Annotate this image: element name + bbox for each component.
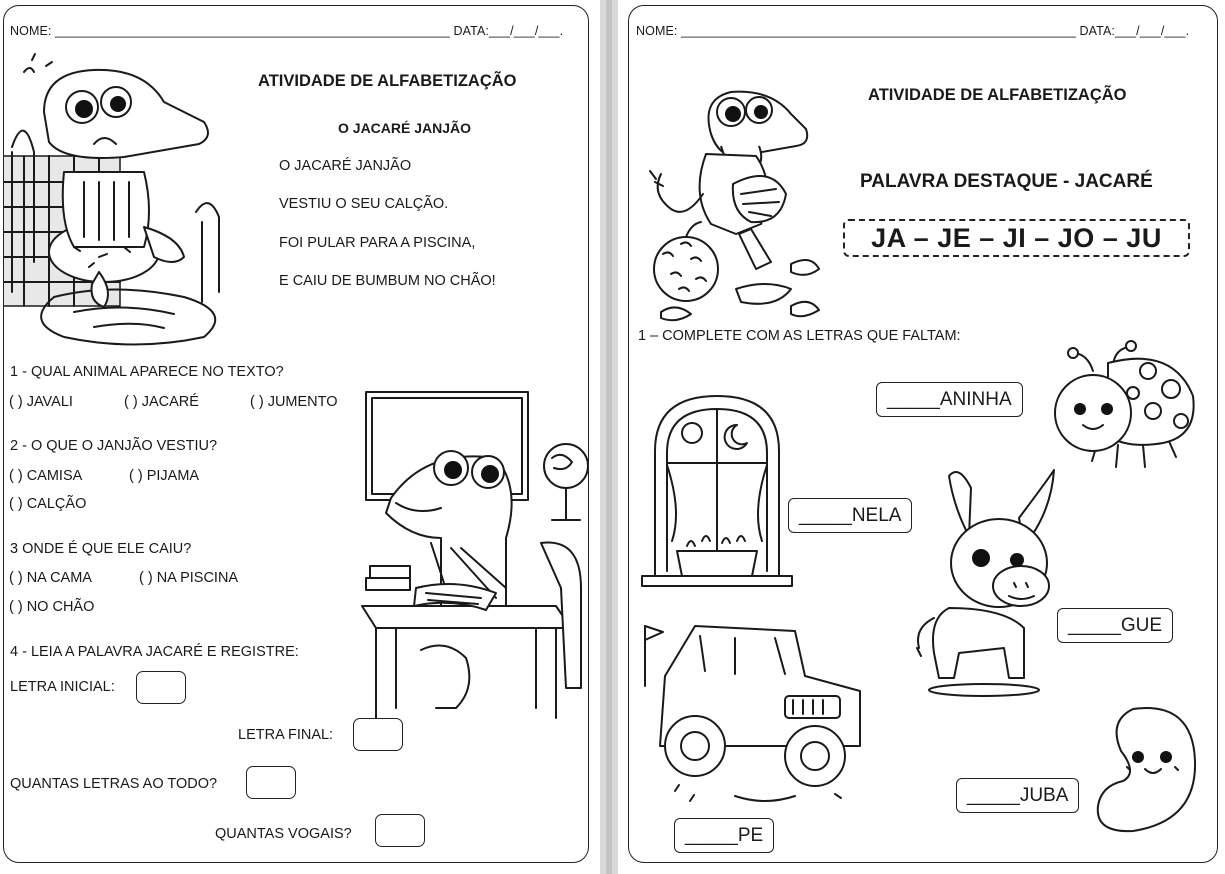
crocodile-desk-illustration bbox=[356, 388, 588, 728]
initial-letter-label: LETRA INICIAL: bbox=[10, 679, 115, 695]
question-3: 3 ONDE É QUE ELE CAIU? bbox=[10, 541, 192, 557]
total-letters-label: QUANTAS LETRAS AO TODO? bbox=[10, 776, 218, 792]
name-date-line: NOME: ________________________________________________________ DATA:___/___/___. bbox=[636, 24, 1190, 38]
name-date-line: NOME: ________________________________________________________ DATA:___/___/___. bbox=[10, 24, 564, 38]
option-javali[interactable]: ( ) JAVALI bbox=[9, 394, 73, 410]
option-na-cama[interactable]: ( ) NA CAMA bbox=[9, 570, 92, 586]
bean-illustration bbox=[1093, 701, 1203, 841]
instruction: 1 – COMPLETE COM AS LETRAS QUE FALTAM: bbox=[638, 328, 961, 344]
worksheet-title: ATIVIDADE DE ALFABETIZAÇÃO bbox=[258, 72, 517, 90]
poem-line: E CAIU DE BUMBUM NO CHÃO! bbox=[279, 273, 496, 289]
initial-letter-box[interactable] bbox=[136, 671, 186, 704]
word-ladybug[interactable]: _____ANINHA bbox=[876, 382, 1023, 417]
question-1: 1 - QUAL ANIMAL APARECE NO TEXTO? bbox=[10, 364, 284, 380]
option-camisa[interactable]: ( ) CAMISA bbox=[9, 468, 83, 484]
vowels-box[interactable] bbox=[375, 814, 425, 847]
poem-line: FOI PULAR PARA A PISCINA, bbox=[279, 235, 476, 251]
poem-title: O JACARÉ JANJÃO bbox=[338, 120, 472, 136]
poem-line: O JACARÉ JANJÃO bbox=[279, 158, 412, 174]
poem-line: VESTIU O SEU CALÇÃO. bbox=[279, 196, 449, 212]
worksheet-left bbox=[3, 5, 589, 863]
option-no-chao[interactable]: ( ) NO CHÃO bbox=[9, 599, 95, 615]
word-donkey[interactable]: _____GUE bbox=[1057, 608, 1173, 643]
worksheet-right bbox=[628, 5, 1218, 863]
worksheet-title: ATIVIDADE DE ALFABETIZAÇÃO bbox=[868, 86, 1127, 104]
page-gutter bbox=[600, 0, 618, 874]
window-illustration bbox=[637, 391, 797, 591]
option-na-piscina[interactable]: ( ) NA PISCINA bbox=[139, 570, 239, 586]
question-4: 4 - LEIA A PALAVRA JACARÉ E REGISTRE: bbox=[10, 644, 299, 660]
word-bean[interactable]: _____JUBA bbox=[956, 778, 1079, 813]
option-jacare[interactable]: ( ) JACARÉ bbox=[124, 394, 199, 410]
option-pijama[interactable]: ( ) PIJAMA bbox=[129, 468, 200, 484]
word-jeep[interactable]: _____PE bbox=[674, 818, 774, 853]
question-2: 2 - O QUE O JANJÃO VESTIU? bbox=[10, 438, 218, 454]
option-jumento[interactable]: ( ) JUMENTO bbox=[250, 394, 338, 410]
ladybug-illustration bbox=[1053, 341, 1203, 471]
option-calcao[interactable]: ( ) CALÇÃO bbox=[9, 496, 87, 512]
donkey-illustration bbox=[909, 468, 1064, 698]
jeep-illustration bbox=[635, 616, 875, 816]
highlight-word: PALAVRA DESTAQUE - JACARÉ bbox=[860, 171, 1153, 192]
final-letter-label: LETRA FINAL: bbox=[238, 727, 334, 743]
total-letters-box[interactable] bbox=[246, 766, 296, 799]
crocodile-jackfruit-illustration bbox=[641, 84, 826, 324]
vowels-label: QUANTAS VOGAIS? bbox=[215, 826, 352, 842]
crocodile-pool-illustration bbox=[4, 52, 234, 352]
word-window[interactable]: _____NELA bbox=[788, 498, 912, 533]
syllables-box: JA – JE – JI – JO – JU bbox=[843, 219, 1190, 257]
